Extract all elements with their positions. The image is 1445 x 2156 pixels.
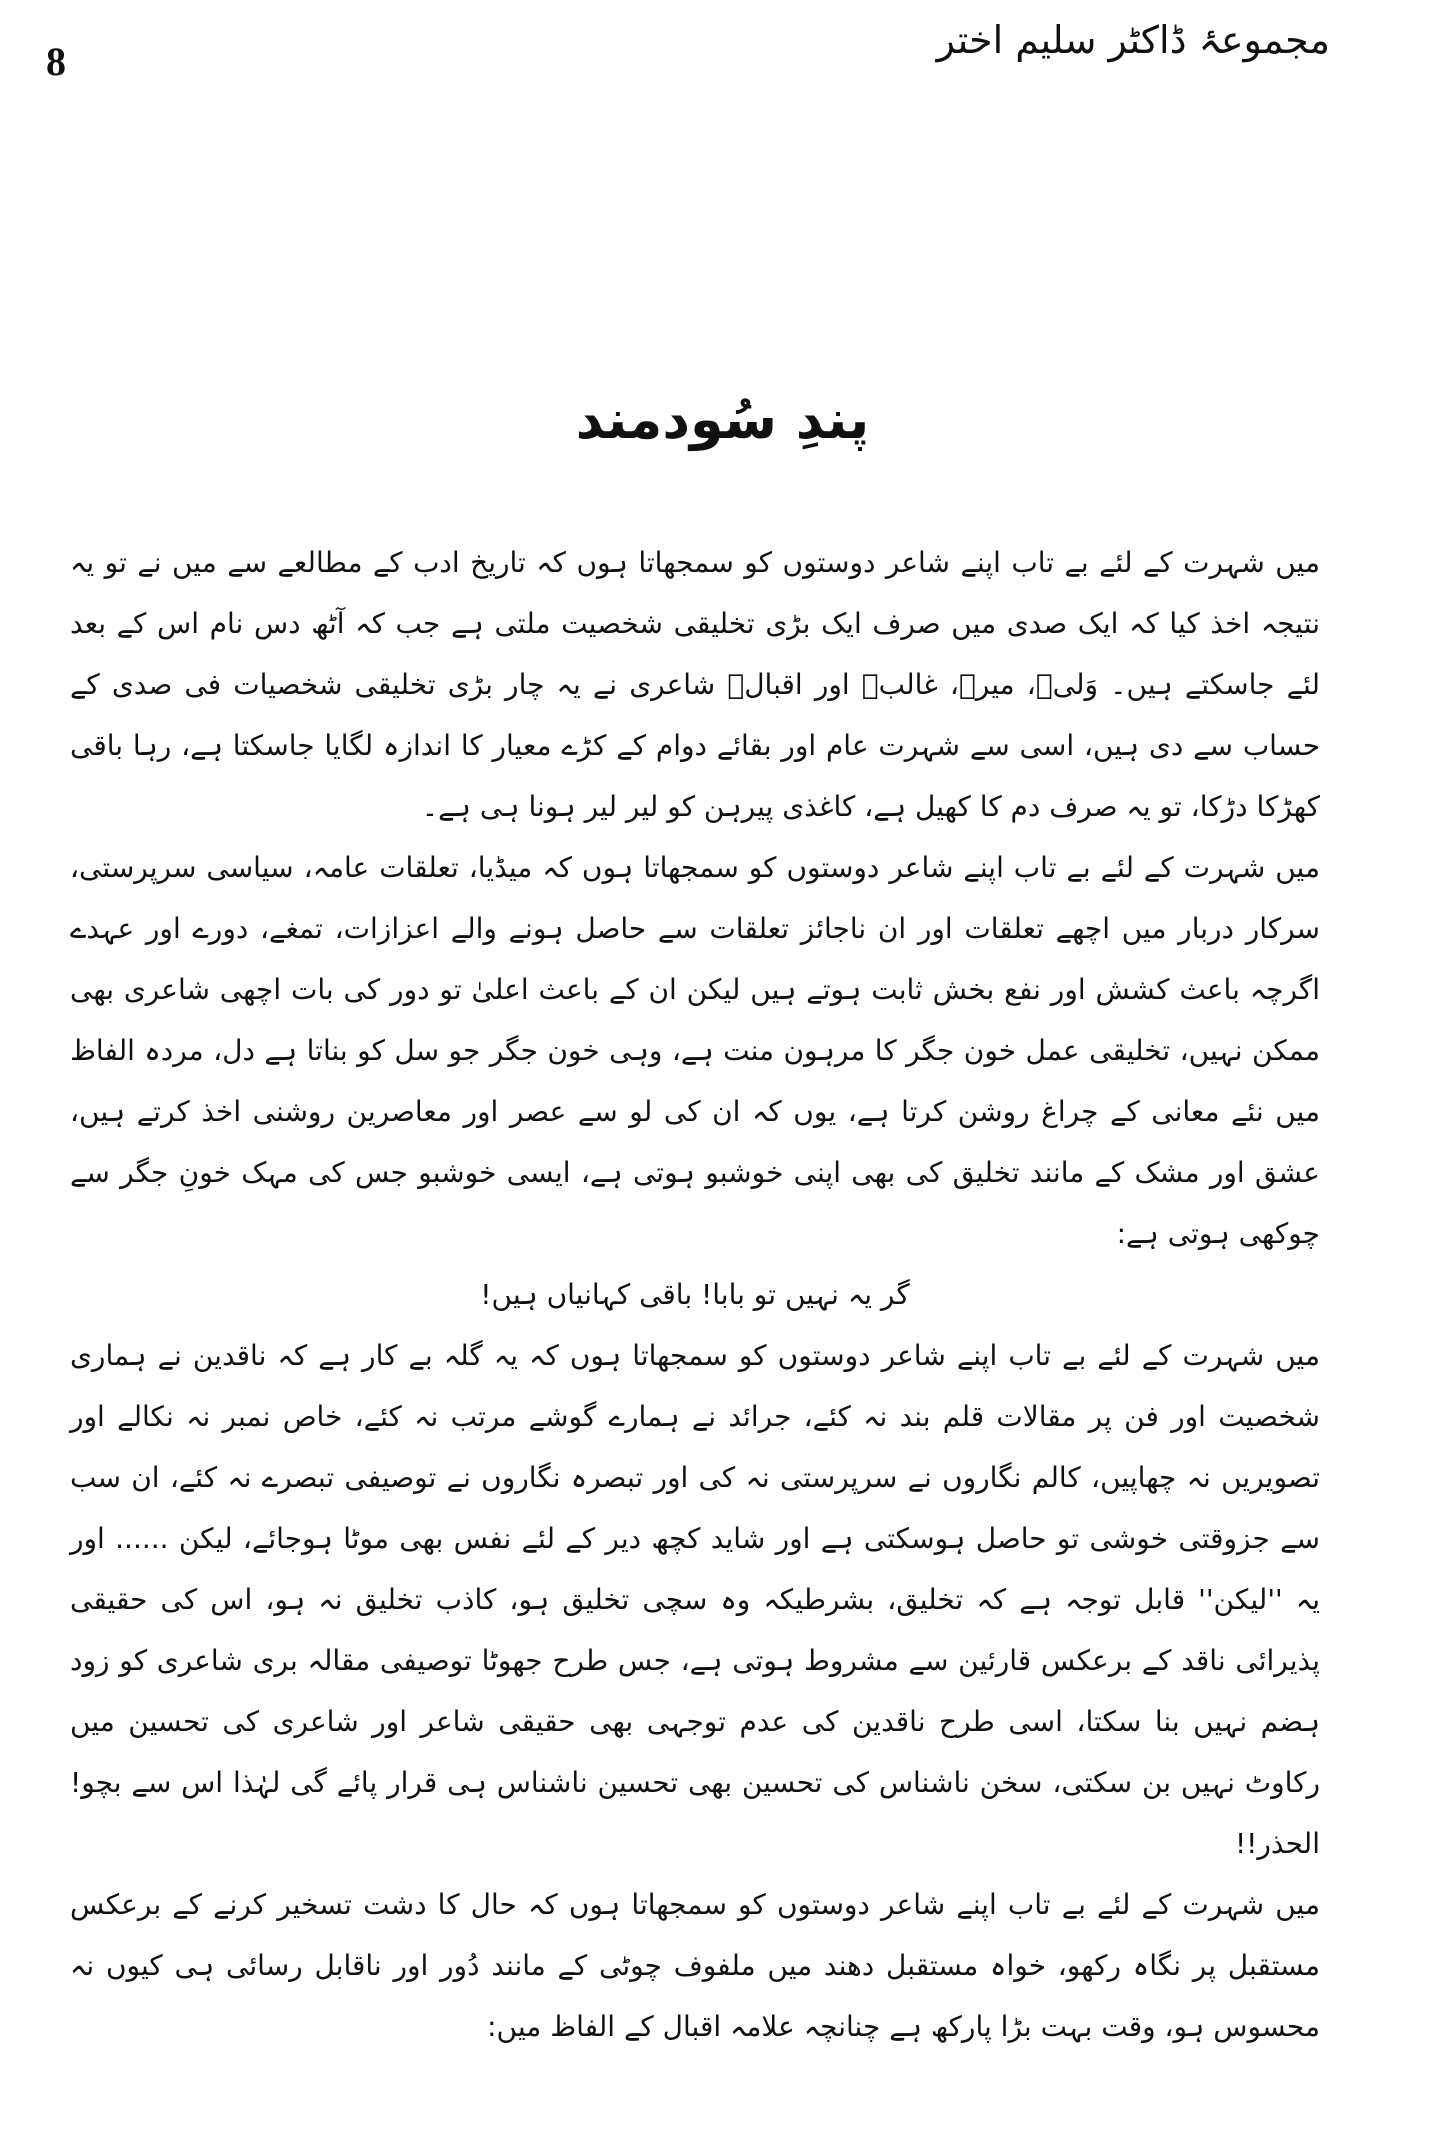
verse-line: گر یہ نہیں تو بابا! باقی کہانیاں ہیں! — [480, 1278, 910, 1311]
running-header: مجموعۂ ڈاکٹر سلیم اختر — [936, 18, 1330, 62]
paragraph: میں شہرت کے لئے بے تاب اپنے شاعر دوستوں کو سمجھاتا ہوں کہ حال کا دشت تسخیر کرنے کے برعکس مستقبل پر نگاہ رکھو، خواہ مستقبل دھند میں ملفوف چوٹی کے مانند دُور اور ناقابل رسائی ہی کیوں نہ محسوس ہو، وقت بہت بڑا پارکھ ہے چنانچہ علامہ اقبال کے الفاظ میں: — [70, 1888, 1320, 2043]
body-text — [70, 532, 1320, 2057]
paragraph: میں شہرت کے لئے بے تاب اپنے شاعر دوستوں کو سمجھاتا ہوں کہ تاریخ ادب کے مطالعے سے میں نے تو یہ نتیجہ اخذ کیا کہ ایک صدی میں صرف ایک بڑی تخلیقی شخصیت ملتی ہے جب کہ آٹھ دس نام اس کے بعد لئے جاسکتے ہیں۔ وَلیؔ، میرؔ، غالبؔ اور اقبالؔ شاعری نے یہ چار بڑی تخلیقی شخصیات فی صدی کے حساب سے دی ہیں، اسی سے شہرت عام اور بقائے دوام کے کڑے معیار کا اندازہ لگایا جاسکتا ہے، رہا باقی کھڑکا دڑکا، تو یہ صرف دم کا کھیل ہے، کاغذی پیرہن کو لیر لیر ہونا ہی ہے۔ — [70, 546, 1320, 823]
paragraph: میں شہرت کے لئے بے تاب اپنے شاعر دوستوں کو سمجھاتا ہوں کہ یہ گلہ بے کار ہے کہ ناقدین نے ہماری شخصیت اور فن پر مقالات قلم بند نہ کئے، جرائد نے ہمارے گوشے مرتب نہ کئے، خاص نمبر نہ نکالے اور تصویریں نہ چھاپیں، کالم نگاروں نے سرپرستی نہ کی اور تبصرہ نگاروں نے توصیفی تبصرے نہ کئے، ان سب سے جزوقتی خوشی تو حاصل ہوسکتی ہے اور شاید کچھ دیر کے لئے نفس بھی موٹا ہوجائے، لیکن ...... اور یہ ''لیکن'' قابل توجہ ہے کہ تخلیق، بشرطیکہ وہ سچی تخلیق ہو، کاذب تخلیق نہ ہو، اس کی حقیقی پذیرائی ناقد کے برعکس قارئین سے مشروط ہوتی ہے، جس طرح جھوٹا توصیفی مقالہ بری شاعری کو زود ہضم نہیں بنا سکتا، اسی طرح ناقدین کی عدم توجہی بھی حقیقی شاعر اور شاعری کی تحسین میں رکاوٹ نہیں بن سکتی، سخن ناشناس کی تحسین بھی تحسین ناشناس ہی قرار پائے گی لہٰذا اس سے بچو! الحذر!! — [70, 1339, 1321, 1860]
paragraph: میں شہرت کے لئے بے تاب اپنے شاعر دوستوں کو سمجھاتا ہوں کہ میڈیا، تعلقات عامہ، سیاسی سرپرستی، سرکار دربار میں اچھے تعلقات اور ان ناجائز تعلقات سے حاصل ہونے والے اعزازات، تمغے، دورے اور عہدے اگرچہ باعث کشش اور نفع بخش ثابت ہوتے ہیں لیکن ان کے باعث اعلیٰ تو دور کی بات اچھی شاعری بھی ممکن نہیں، تخلیقی عمل خون جگر کا مرہون منت ہے، وہی خون جگر جو سل کو بناتا ہے دل، مردہ الفاظ میں نئے معانی کے چراغ روشن کرتا ہے، یوں کہ ان کی لو سے عصر اور معاصرین روشنی اخذ کرتے ہیں، عشق اور مشک کے مانند تخلیق کی بھی اپنی خوشبو ہوتی ہے، ایسی خوشبو جس کی مہک خونِ جگر سے چوکھی ہوتی ہے: — [70, 851, 1320, 1250]
page-number: 8 — [46, 39, 66, 84]
page-title: پندِ سُودمند — [575, 388, 870, 451]
